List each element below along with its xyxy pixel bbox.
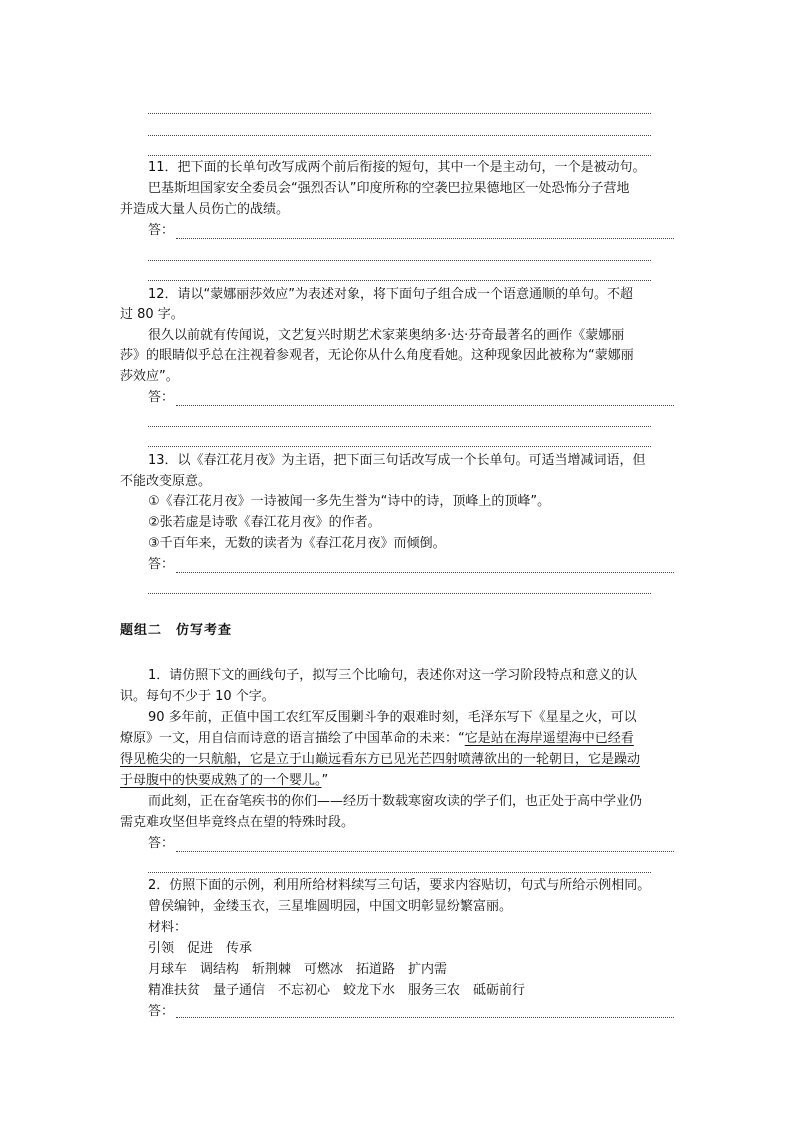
question-13-stem: 13．以《春江花月夜》为主语，把下面三句话改写成一个长单句。可适当增减词语，但 [148,453,646,468]
answer-line[interactable] [176,572,674,573]
answer-line[interactable] [148,280,651,281]
question-12-stem: 过 80 字。 [120,307,184,322]
answer-line [148,155,651,156]
answer-label: 答： [148,1004,175,1019]
answer-line[interactable] [148,446,651,447]
material-row: 引领 促进 传承 [148,941,253,956]
question-11-text: 巴基斯坦国家安全委员会“强烈否认”印度所称的空袭巴拉果德地区一处恐怖分子营地 [148,181,630,196]
question-13-stem: 不能改变原意。 [120,474,212,489]
section2-question-1-stem: 1．请仿照下文的画线句子，拟写三个比喻句，表述你对这一学习阶段特点和意义的认 [148,668,638,683]
question-12-text: 很久以前就有传闻说，文艺复兴时期艺术家莱奥纳多·达·芬奇最著名的画作《蒙娜丽 [148,328,625,343]
material-row: 精准扶贫 量子通信 不忘初心 蛟龙下水 服务三农 砥砺前行 [148,983,526,998]
answer-line[interactable] [148,260,651,261]
passage-text: 需克难攻坚但毕竟终点在望的特殊时段。 [120,815,355,830]
question-13-item: ③千百年来，无数的读者为《春江花月夜》而倾倒。 [148,536,446,551]
answer-label: 答： [148,836,175,851]
section-heading: 题组二 仿写考查 [120,623,233,638]
answer-line[interactable] [148,872,651,873]
question-11-text: 并造成大量人员伤亡的战绩。 [120,202,290,217]
section2-question-1-stem: 识。每句不少于 10 个字。 [120,689,275,704]
answer-line[interactable] [176,238,674,239]
question-13-item: ②张若虚是诗歌《春江花月夜》的作者。 [148,515,381,530]
answer-line[interactable] [176,851,674,852]
answer-label: 答： [148,223,175,238]
answer-line[interactable] [176,1017,674,1018]
answer-line [148,113,651,114]
passage-text: 90 多年前，正值中国工农红军反围剿斗争的艰难时刻，毛泽东写下《星星之火，可以 [148,710,637,725]
underlined-sentence: 它是站在海岸遥望海中已经看 [464,731,634,746]
example-sentence: 曾侯编钟，金缕玉衣，三星堆圆明园，中国文明彰显纷繁富丽。 [148,899,513,914]
underlined-sentence: 得见桅尖的一只航船，它是立于山巅远看东方已见光芒四射喷薄欲出的一轮朝日，它是躁动 [120,752,641,767]
answer-line[interactable] [148,593,651,594]
question-11-stem: 11．把下面的长单句改写成两个前后衔接的短句，其中一个是主动句，一个是被动句。 [148,160,646,175]
answer-label: 答： [148,390,175,405]
question-12-stem: 12．请以“蒙娜丽莎效应”为表述对象，将下面句子组合成一个语意通顺的单句。不超 [148,287,634,302]
answer-line [148,135,651,136]
underlined-sentence: 于母腹中的快要成熟了的一个婴儿。 [120,773,322,788]
closing-quote: ” [321,773,329,788]
answer-line[interactable] [148,426,651,427]
passage-text-plain: 燎原》一文，用自信而诗意的语言描绘了中国革命的未来：“ [120,731,465,746]
passage-text [120,729,634,749]
answer-label: 答： [148,557,175,572]
section2-question-2-stem: 2．仿照下面的示例，利用所给材料续写三句话，要求内容贴切，句式与所给示例相同。 [148,878,651,893]
material-label: 材料： [148,920,188,935]
question-13-item: ①《春江花月夜》一诗被闻一多先生誉为“诗中的诗，顶峰上的顶峰”。 [148,494,551,509]
passage-text [120,771,328,791]
question-12-text: 莎》的眼睛似乎总在注视着参观者，无论你从什么角度看她。这种现象因此被称为“蒙娜丽 [120,348,634,363]
material-row: 月球车 调结构 斩荆棘 可燃冰 拓道路 扩内需 [148,962,448,977]
passage-text: 而此刻，正在奋笔疾书的你们——经历十数载寒窗攻读的学子们，也正处于高中学业仍 [148,794,643,809]
answer-line[interactable] [176,405,674,406]
question-12-text: 莎效应”。 [120,369,179,384]
